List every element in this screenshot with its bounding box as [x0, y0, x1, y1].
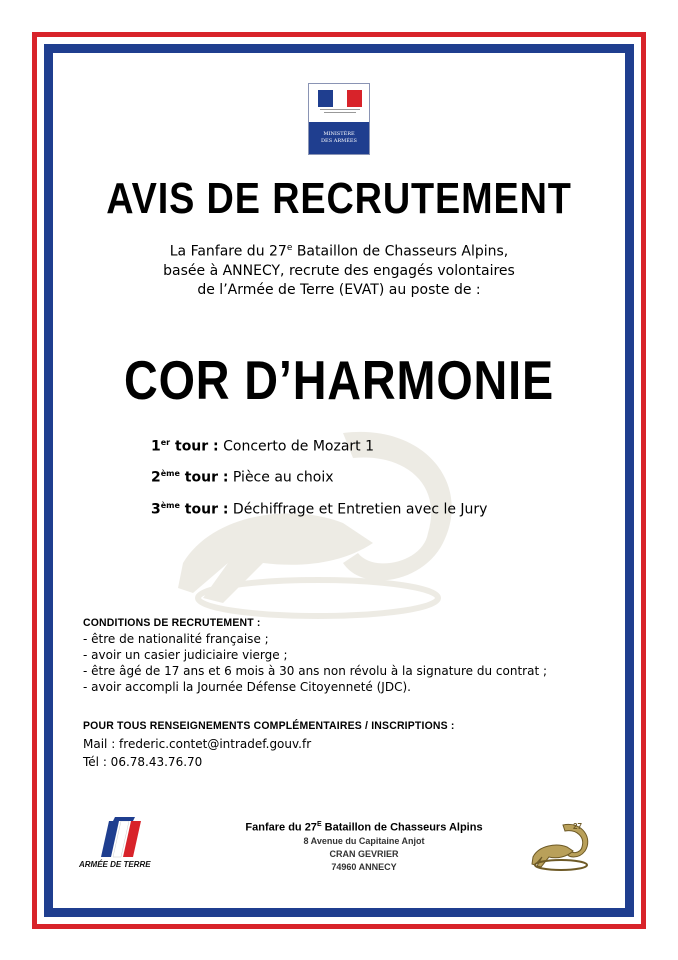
ministere-des-armees-logo — [308, 83, 370, 155]
address-line: 8 Avenue du Capitaine Anjot — [303, 835, 425, 846]
intro-text — [53, 239, 625, 300]
condition-item: - avoir un casier judiciaire vierge ; — [83, 648, 288, 662]
condition-item: - avoir accompli la Journée Défense Citoyenneté (JDC). — [83, 680, 411, 694]
conditions-heading: CONDITIONS DE RECRUTEMENT : — [83, 617, 261, 629]
post-title: COR D’HARMONIE — [123, 349, 555, 411]
conditions-section — [83, 615, 547, 695]
ministry-line2: DES ARMÉES — [321, 138, 357, 144]
poster — [53, 53, 625, 908]
armee-de-terre-label: ARMÉE DE TERRE — [79, 860, 151, 869]
tour-2: 2ème tour : Pièce au choix — [151, 469, 334, 486]
ministry-band — [309, 122, 369, 154]
intro-line2: basée à ANNECY, recrute des engagés volontaires — [163, 262, 515, 279]
page-title: AVIS DE RECRUTEMENT — [106, 174, 572, 223]
republic-label-lines — [313, 109, 367, 117]
tour-3: 3ème tour : Déchiffrage et Entretien avec le Jury — [151, 501, 488, 518]
intro-line3: de l’Armée de Terre (EVAT) au poste de : — [197, 281, 481, 298]
condition-item: - être de nationalité française ; — [83, 632, 269, 646]
info-heading: POUR TOUS RENSEIGNEMENTS COMPLÉMENTAIRES / INSCRIPTIONS : — [83, 720, 455, 732]
address-line: CRAN GEVRIER — [329, 848, 399, 859]
insignia-number: 27 — [573, 822, 582, 831]
address-line: 74960 ANNECY — [331, 861, 397, 872]
ministry-line1: MINISTÈRE — [323, 131, 355, 137]
footer-title: Fanfare du $27^E$ Bataillon de Chasseurs Alpins — [245, 821, 483, 834]
tricolor-flag-icon — [318, 90, 362, 107]
info-section — [83, 717, 474, 771]
condition-item: - être âgé de 17 ans et 6 mois à 30 ans non révolu à la signature du contrat ; — [83, 664, 548, 678]
chasseurs-horn-insignia-icon — [527, 817, 593, 873]
intro-line1: La Fanfare du 27e Bataillon de Chasseurs Alpins, — [169, 243, 509, 260]
contact-phone: Tél : 06.78.43.76.70 — [83, 755, 203, 769]
contact-mail: Mail : frederic.contet@intradef.gouv.fr — [83, 737, 312, 751]
tour-1: 1er tour : Concerto de Mozart 1 — [151, 438, 375, 455]
